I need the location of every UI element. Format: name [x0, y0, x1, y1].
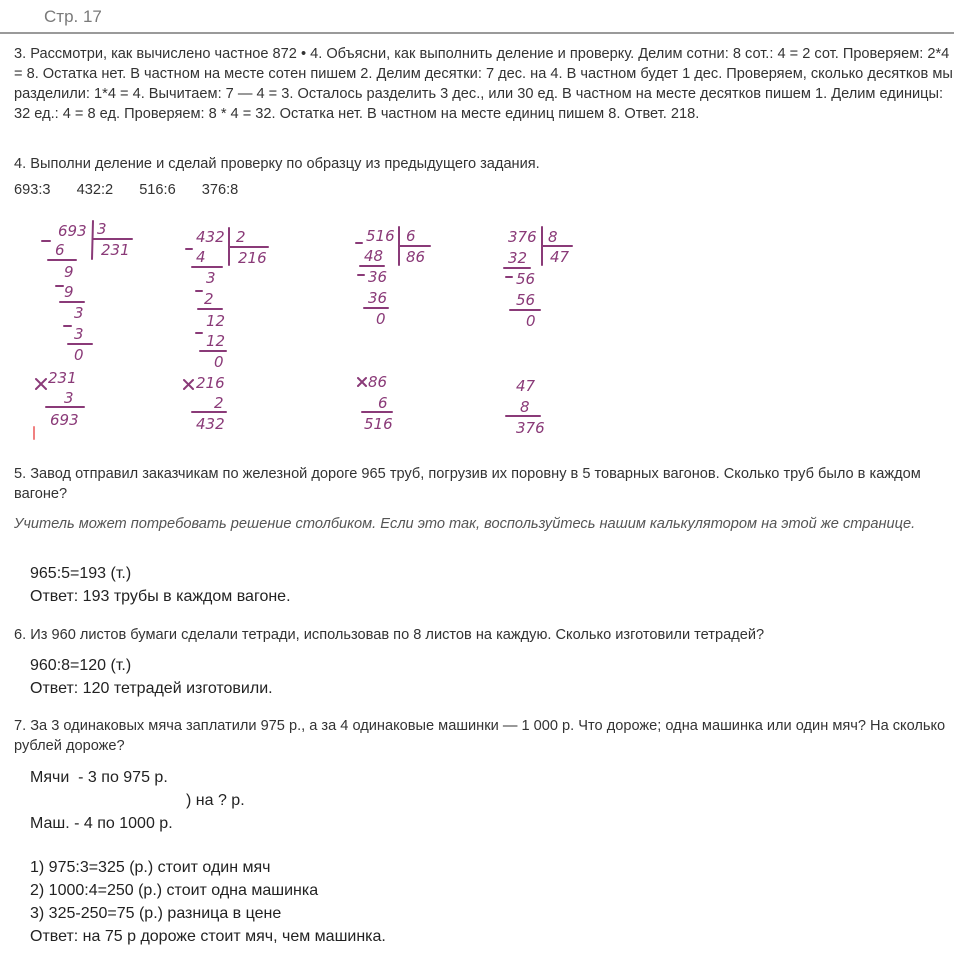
quotient: 216 — [238, 249, 267, 267]
dividend: 376 — [508, 228, 537, 246]
step: 32 — [508, 249, 528, 267]
task6-answer-block — [30, 654, 273, 700]
check-value: 516 — [364, 415, 393, 433]
step: 3 — [74, 325, 84, 343]
example-4: 376:8 — [201, 182, 239, 198]
divisor: 3 — [97, 220, 107, 238]
step: 48 — [364, 247, 384, 265]
handwritten-division-work — [0, 215, 600, 445]
step: 3 — [74, 304, 84, 322]
check-value: 693 — [50, 411, 79, 429]
step: 36 — [368, 268, 388, 286]
task7-answer: Ответ: на 75 р дороже стоит мяч, чем машинка. — [30, 928, 386, 945]
task3-text: 3. Рассмотри, как вычислено частное 872 • 4. Объясни, как выполнить деление и проверку. Делим сотни: 8 сот.: 4 = 2 сот. Проверяем: 2*4 = 8. Остатка нет. В частном на месте сотен пишем 2. Делим десятки: 7 дес. на 4. В частном будет 1 дес. Проверяем, сколько десятков мы разделили: 1*4 = 4. Вычитаем: 7 — 4 = 3. Осталось разделить 3 дес., или 30 ед. В частном на месте десятков пишем 1. Делим единицы: 32 ед.: 4 = 8 ед. Проверяем: 8 * 4 = 32. Остатка нет. В частном на месте единиц пишем 8. Ответ. 218. — [14, 46, 953, 122]
task7-step3: 3) 325-250=75 (р.) разница в цене — [30, 905, 282, 922]
dividend: 516 — [366, 227, 395, 245]
step: 4 — [196, 248, 206, 266]
check-value: 8 — [520, 398, 530, 416]
task5-solution: 965:5=193 (т.) — [30, 565, 132, 582]
multiply-sign — [36, 379, 46, 389]
step: 6 — [55, 241, 65, 259]
step: 12 — [206, 332, 226, 350]
task4-text: 4. Выполни деление и сделай проверку по образцу из предыдущего задания. — [14, 156, 540, 172]
task7-solution-block — [30, 856, 386, 948]
task7-text: 7. За 3 одинаковых мяча заплатили 975 р., а за 4 одинаковые машинки — 1 000 р. Что дороже; одна машинка или один мяч? На сколько рублей дороже? — [14, 718, 946, 754]
division-bar — [92, 221, 93, 259]
step: 0 — [526, 312, 536, 330]
divisor: 2 — [236, 228, 246, 246]
dividend: 432 — [196, 228, 225, 246]
step: 9 — [64, 283, 74, 301]
division-432-2 — [184, 228, 268, 433]
quotient: 47 — [550, 248, 570, 266]
step: 0 — [214, 353, 224, 371]
check-value: 432 — [196, 415, 225, 433]
task7-short-balls: Мячи - 3 по 975 р. — [30, 769, 168, 786]
check-value: 216 — [196, 374, 225, 392]
page-header — [0, 0, 954, 34]
task7-step2: 2) 1000:4=250 (р.) стоит одна машинка — [30, 882, 319, 899]
task5-note: Учитель может потребовать решение столбиком. Если это так, воспользуйтесь нашим калькулятором на этой же странице. — [14, 516, 916, 532]
check-value: 86 — [368, 373, 388, 391]
task5-answer-block — [30, 562, 291, 608]
dividend: 693 — [58, 222, 87, 240]
division-376-8 — [504, 227, 572, 437]
multiply-sign — [358, 378, 366, 386]
task6-answer: Ответ: 120 тетрадей изготовили. — [30, 680, 273, 697]
check-value: 47 — [516, 377, 536, 395]
check-value: 3 — [64, 389, 74, 407]
task7-short-question: ) на ? р. — [186, 792, 245, 809]
step: 56 — [516, 270, 536, 288]
check-value: 231 — [48, 369, 77, 387]
step: 2 — [204, 290, 214, 308]
task7-short-condition — [30, 766, 245, 835]
task6-text: 6. Из 960 листов бумаги сделали тетради, использовав по 8 листов на каждую. Сколько изготовили тетрадей? — [14, 627, 765, 643]
step: 9 — [64, 263, 74, 281]
example-3: 516:6 — [139, 182, 176, 198]
step: 12 — [206, 312, 226, 330]
page-number: Стр. 17 — [44, 7, 102, 26]
task5-answer: Ответ: 193 трубы в каждом вагоне. — [30, 588, 291, 605]
step: 0 — [74, 346, 84, 364]
check-value: 6 — [378, 394, 388, 412]
quotient: 86 — [406, 248, 426, 266]
task7-step1: 1) 975:3=325 (р.) стоит один мяч — [30, 859, 271, 876]
division-693-3 — [34, 220, 132, 439]
multiply-sign — [184, 380, 193, 389]
divisor: 6 — [406, 227, 416, 245]
task6-solution: 960:8=120 (т.) — [30, 657, 132, 674]
check-value: 376 — [516, 419, 545, 437]
task7-short-cars: Маш. - 4 по 1000 р. — [30, 815, 173, 832]
step: 3 — [206, 269, 216, 287]
division-516-6 — [356, 227, 430, 433]
quotient: 231 — [101, 241, 130, 259]
step: 36 — [368, 289, 388, 307]
task4-examples — [14, 182, 260, 198]
task5-text: 5. Завод отправил заказчикам по железной дороге 965 труб, погрузив их поровну в 5 товарных вагонов. Сколько труб было в каждом вагоне? — [14, 466, 921, 502]
example-1: 693:3 — [14, 182, 51, 198]
divisor: 8 — [548, 228, 558, 246]
step: 56 — [516, 291, 536, 309]
check-value: 2 — [214, 394, 224, 412]
example-2: 432:2 — [76, 182, 114, 198]
step: 0 — [376, 310, 386, 328]
